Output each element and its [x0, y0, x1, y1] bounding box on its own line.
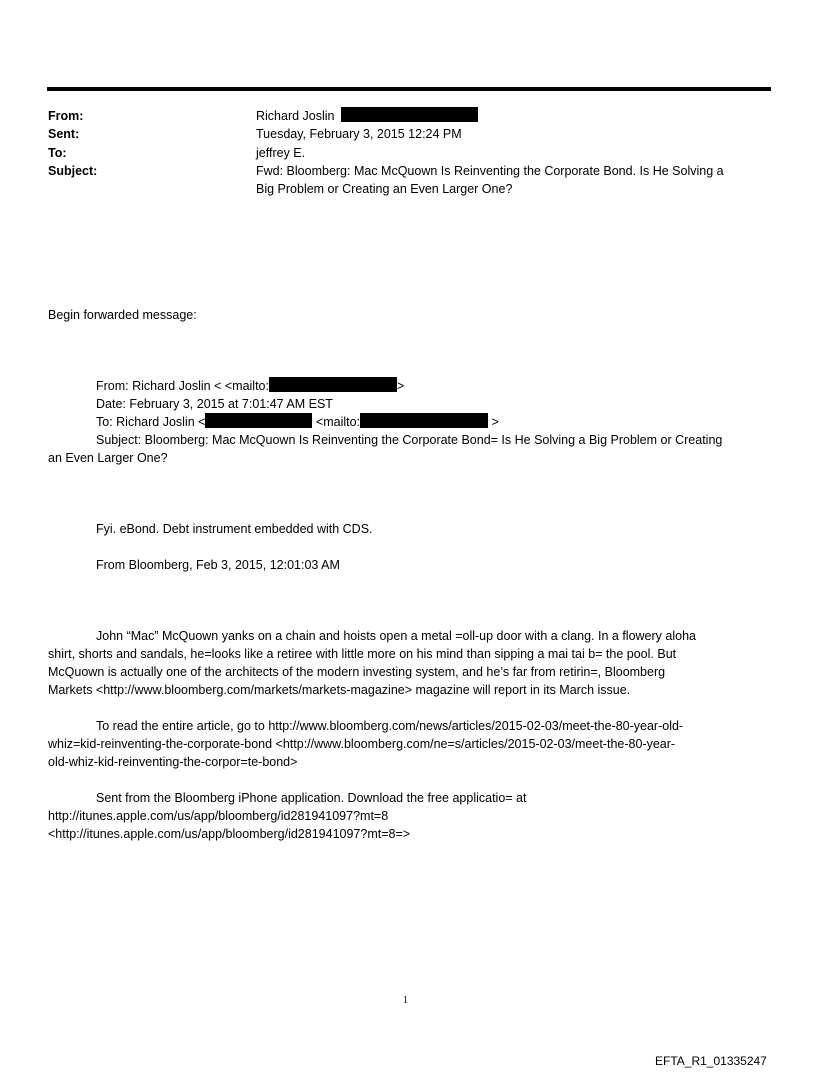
fwd-from-prefix: From: Richard Joslin < <mailto: — [96, 379, 269, 393]
subject-value-line2: Big Problem or Creating an Even Larger One? — [256, 182, 513, 196]
article-p3-line2: http://itunes.apple.com/us/app/bloomberg/id281941097?mt=8 — [48, 809, 389, 823]
fwd-date-line: Date: February 3, 2015 at 7:01:47 AM EST — [96, 397, 333, 411]
article-p2-line1: To read the entire article, go to http://www.bloomberg.com/news/articles/2015-02-03/meet-the-80-year-old- — [96, 719, 684, 733]
fwd-to-line — [96, 413, 499, 431]
header-rule — [47, 87, 771, 91]
to-label: To: — [48, 146, 67, 160]
redaction-box — [341, 107, 478, 122]
article-p1-line1: John “Mac” McQuown yanks on a chain and hoists open a metal =oll-up door with a clang. In a flowery aloha — [96, 629, 696, 643]
source-line: From Bloomberg, Feb 3, 2015, 12:01:03 AM — [96, 558, 340, 572]
from-name: Richard Joslin — [256, 109, 335, 123]
sent-label: Sent: — [48, 127, 80, 141]
fwd-to-mailto: <mailto: — [315, 415, 361, 429]
redaction-box — [360, 413, 488, 428]
bates-number: EFTA_R1_01335247 — [655, 1054, 767, 1068]
article-p3-line3: <http://itunes.apple.com/us/app/bloomberg/id281941097?mt=8=> — [48, 827, 411, 841]
fwd-to-suffix: > — [491, 415, 499, 429]
fwd-to-prefix: To: Richard Joslin < — [96, 415, 206, 429]
fwd-from-line — [96, 377, 404, 395]
subject-label: Subject: — [48, 164, 98, 178]
page-number: 1 — [403, 995, 408, 1006]
subject-value-line1: Fwd: Bloomberg: Mac McQuown Is Reinventing the Corporate Bond. Is He Solving a — [256, 164, 724, 178]
from-value — [256, 107, 478, 125]
sent-value: Tuesday, February 3, 2015 12:24 PM — [256, 127, 462, 141]
article-p3-line1: Sent from the Bloomberg iPhone application. Download the free applicatio= at — [96, 791, 527, 805]
article-p1-line2: shirt, shorts and sandals, he=looks like a retiree with little more on his mind than sipping a mai tai b= the pool. But — [48, 647, 677, 661]
article-p2-line3: old-whiz-kid-reinventing-the-corpor=te-bond> — [48, 755, 298, 769]
from-label: From: — [48, 109, 84, 123]
fwd-subject-line2: an Even Larger One? — [48, 451, 168, 465]
article-p1-line4: Markets <http://www.bloomberg.com/markets/markets-magazine> magazine will report in its March issue. — [48, 683, 631, 697]
article-p2-line2: whiz=kid-reinventing-the-corporate-bond <http://www.bloomberg.com/ne=s/articles/2015-02-03/meet-the-80-year- — [48, 737, 676, 751]
redaction-box — [205, 413, 312, 428]
forward-intro: Begin forwarded message: — [48, 308, 197, 322]
article-p1-line3: McQuown is actually one of the architects of the modern investing system, and he’s far from retirin=, Bloomberg — [48, 665, 666, 679]
redaction-box — [269, 377, 397, 392]
fwd-subject-line1: Subject: Bloomberg: Mac McQuown Is Reinventing the Corporate Bond= Is He Solving a Big Problem or Creating — [96, 433, 723, 447]
to-value: jeffrey E. — [256, 146, 306, 160]
fyi-line: Fyi. eBond. Debt instrument embedded with CDS. — [96, 522, 373, 536]
fwd-from-suffix: > — [396, 379, 405, 393]
